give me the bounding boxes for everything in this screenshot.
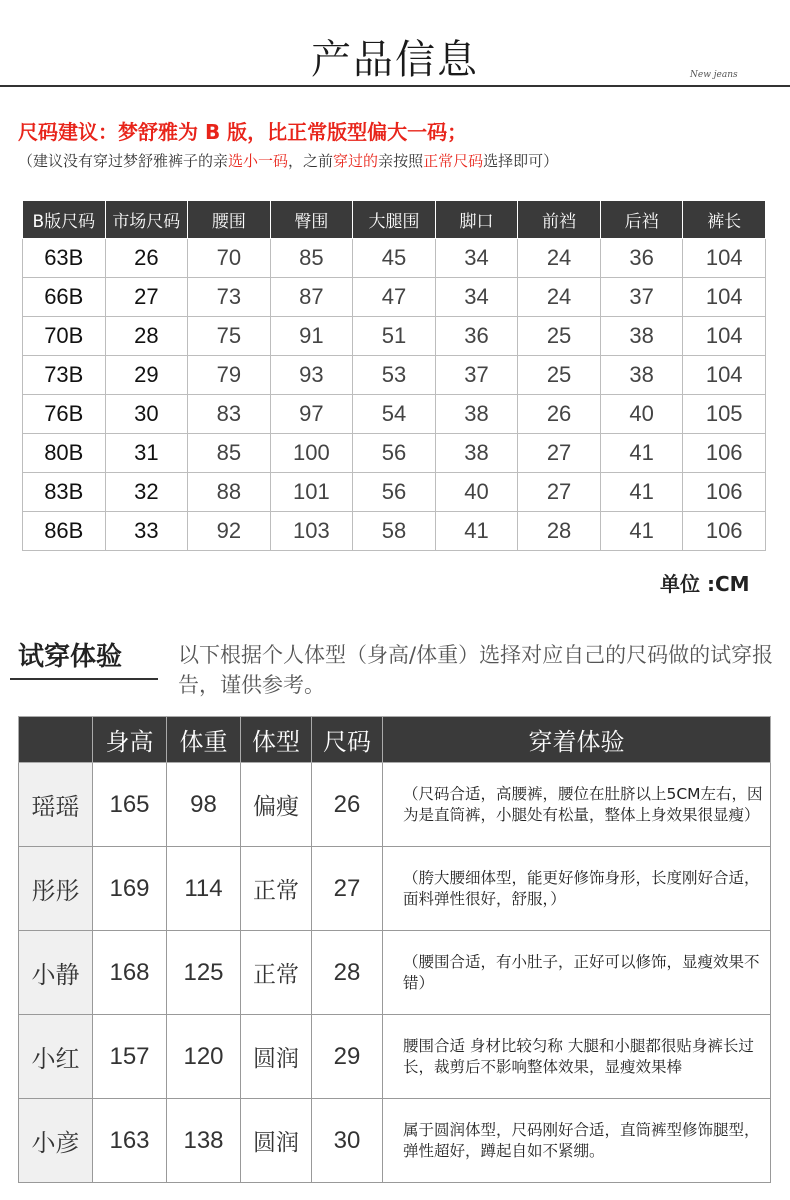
- size-cell: 34: [435, 278, 518, 317]
- trial-header-cell: 穿着体验: [383, 717, 771, 763]
- size-cell: 33: [105, 512, 188, 551]
- size-cell: 28: [105, 317, 188, 356]
- size-row: [23, 317, 766, 356]
- size-advice-note: [18, 150, 558, 171]
- trial-row: [19, 763, 771, 847]
- trial-cell-name: 小彦: [19, 1099, 93, 1183]
- size-cell: 38: [600, 317, 683, 356]
- size-cell: 32: [105, 473, 188, 512]
- size-row: [23, 395, 766, 434]
- size-cell: 24: [518, 278, 601, 317]
- size-cell: 40: [435, 473, 518, 512]
- size-header-cell: 腰围: [188, 201, 271, 239]
- trial-cell-body: 偏瘦: [241, 763, 312, 847]
- size-cell: 28: [518, 512, 601, 551]
- size-cell: 26: [105, 239, 188, 278]
- size-row: [23, 434, 766, 473]
- trial-cell-name: 小红: [19, 1015, 93, 1099]
- size-cell: 53: [353, 356, 436, 395]
- note-segment: 穿过的: [333, 152, 379, 170]
- trial-header-cell: 体型: [241, 717, 312, 763]
- header-divider: [0, 85, 790, 87]
- trial-header-cell: 尺码: [312, 717, 383, 763]
- trial-cell-size: 29: [312, 1015, 383, 1099]
- size-cell: 41: [600, 512, 683, 551]
- trial-description: 以下根据个人体型（身高/体重）选择对应自己的尺码做的试穿报告，谨供参考。: [178, 643, 774, 697]
- size-cell: 25: [518, 317, 601, 356]
- trial-row: [19, 1015, 771, 1099]
- size-cell: 87: [270, 278, 353, 317]
- size-advice: 尺码建议：梦舒雅为 B 版，比正常版型偏大一码；: [18, 120, 468, 144]
- trial-row: [19, 847, 771, 931]
- size-cell: 93: [270, 356, 353, 395]
- size-cell: 76B: [23, 395, 106, 434]
- size-cell: 70B: [23, 317, 106, 356]
- size-cell: 104: [683, 239, 766, 278]
- trial-cell-height: 163: [93, 1099, 167, 1183]
- size-header-cell: B版尺码: [23, 201, 106, 239]
- size-cell: 27: [518, 473, 601, 512]
- trial-cell-body: 圆润: [241, 1015, 312, 1099]
- trial-cell-name: 小静: [19, 931, 93, 1015]
- size-cell: 45: [353, 239, 436, 278]
- size-cell: 85: [270, 239, 353, 278]
- trial-cell-experience: （胯大腰细体型，能更好修饰身形，长度刚好合适，面料弹性很好，舒服，）: [383, 847, 771, 931]
- trial-report-table: [18, 716, 771, 1183]
- size-cell: 106: [683, 473, 766, 512]
- size-row: [23, 512, 766, 551]
- size-cell: 106: [683, 434, 766, 473]
- size-cell: 104: [683, 278, 766, 317]
- note-segment: 正常尺码: [423, 152, 484, 170]
- size-cell: 47: [353, 278, 436, 317]
- size-header-cell: 前裆: [518, 201, 601, 239]
- note-segment: 选小一码: [228, 152, 289, 170]
- trial-cell-weight: 125: [167, 931, 241, 1015]
- note-segment: 选择即可）: [483, 152, 559, 170]
- trial-cell-height: 169: [93, 847, 167, 931]
- size-cell: 104: [683, 356, 766, 395]
- trial-cell-experience: 腰围合适 身材比较匀称 大腿和小腿都很贴身裤长过长，裁剪后不影响整体效果，显瘦效果棒: [383, 1015, 771, 1099]
- size-cell: 24: [518, 239, 601, 278]
- size-cell: 80B: [23, 434, 106, 473]
- trial-header-cell: 体重: [167, 717, 241, 763]
- size-cell: 54: [353, 395, 436, 434]
- size-cell: 25: [518, 356, 601, 395]
- size-cell: 38: [435, 434, 518, 473]
- size-cell: 92: [188, 512, 271, 551]
- trial-cell-size: 28: [312, 931, 383, 1015]
- size-row: [23, 278, 766, 317]
- trial-cell-size: 26: [312, 763, 383, 847]
- page-header: [0, 0, 790, 90]
- size-cell: 70: [188, 239, 271, 278]
- size-cell: 29: [105, 356, 188, 395]
- trial-cell-name: 瑶瑶: [19, 763, 93, 847]
- size-cell: 41: [600, 434, 683, 473]
- trial-cell-experience: （腰围合适，有小肚子，正好可以修饰，显瘦效果不错）: [383, 931, 771, 1015]
- trial-section-title: 试穿体验: [18, 642, 123, 672]
- size-cell: 26: [518, 395, 601, 434]
- size-cell: 103: [270, 512, 353, 551]
- size-cell: 41: [435, 512, 518, 551]
- trial-table-header: [19, 717, 771, 763]
- size-cell: 31: [105, 434, 188, 473]
- size-cell: 91: [270, 317, 353, 356]
- trial-cell-size: 27: [312, 847, 383, 931]
- trial-cell-height: 157: [93, 1015, 167, 1099]
- size-cell: 40: [600, 395, 683, 434]
- size-cell: 27: [105, 278, 188, 317]
- size-cell: 101: [270, 473, 353, 512]
- unit-label: 单位 :CM: [660, 572, 750, 596]
- size-cell: 83B: [23, 473, 106, 512]
- size-row: [23, 356, 766, 395]
- size-cell: 73: [188, 278, 271, 317]
- trial-cell-name: 彤彤: [19, 847, 93, 931]
- note-segment: 亲按照: [378, 152, 424, 170]
- size-chart-table: [22, 200, 766, 551]
- size-cell: 79: [188, 356, 271, 395]
- size-cell: 75: [188, 317, 271, 356]
- size-header-cell: 脚口: [435, 201, 518, 239]
- size-cell: 56: [353, 434, 436, 473]
- size-header-cell: 臀围: [270, 201, 353, 239]
- size-cell: 105: [683, 395, 766, 434]
- size-cell: 51: [353, 317, 436, 356]
- trial-row: [19, 1099, 771, 1183]
- size-cell: 36: [600, 239, 683, 278]
- trial-cell-size: 30: [312, 1099, 383, 1183]
- trial-cell-body: 正常: [241, 847, 312, 931]
- trial-cell-weight: 114: [167, 847, 241, 931]
- size-cell: 88: [188, 473, 271, 512]
- size-header-cell: 大腿围: [353, 201, 436, 239]
- size-cell: 58: [353, 512, 436, 551]
- size-cell: 30: [105, 395, 188, 434]
- brand-watermark: New jeans: [690, 70, 738, 80]
- size-cell: 56: [353, 473, 436, 512]
- size-cell: 97: [270, 395, 353, 434]
- size-cell: 104: [683, 317, 766, 356]
- page-title: 产品信息: [311, 37, 479, 83]
- trial-cell-weight: 120: [167, 1015, 241, 1099]
- note-segment: （建议没有穿过梦舒雅裤子的亲: [18, 152, 229, 170]
- size-cell: 66B: [23, 278, 106, 317]
- size-cell: 63B: [23, 239, 106, 278]
- trial-header-cell: 身高: [93, 717, 167, 763]
- size-chart-header: [23, 201, 766, 239]
- size-row: [23, 239, 766, 278]
- trial-cell-height: 168: [93, 931, 167, 1015]
- size-cell: 36: [435, 317, 518, 356]
- size-cell: 37: [600, 278, 683, 317]
- trial-cell-experience: 属于圆润体型，尺码刚好合适，直筒裤型修饰腿型，弹性超好，蹲起自如不紧绷。: [383, 1099, 771, 1183]
- size-cell: 27: [518, 434, 601, 473]
- trial-cell-weight: 98: [167, 763, 241, 847]
- size-cell: 38: [435, 395, 518, 434]
- trial-row: [19, 931, 771, 1015]
- size-cell: 73B: [23, 356, 106, 395]
- size-cell: 106: [683, 512, 766, 551]
- trial-cell-weight: 138: [167, 1099, 241, 1183]
- size-cell: 100: [270, 434, 353, 473]
- size-cell: 85: [188, 434, 271, 473]
- size-cell: 38: [600, 356, 683, 395]
- trial-cell-experience: （尺码合适，高腰裤，腰位在肚脐以上5CM左右，因为是直筒裤，小腿处有松量，整体上身效果很显瘦）: [383, 763, 771, 847]
- trial-title-underline: [10, 678, 158, 680]
- size-cell: 34: [435, 239, 518, 278]
- size-header-cell: 市场尺码: [105, 201, 188, 239]
- size-cell: 83: [188, 395, 271, 434]
- size-cell: 37: [435, 356, 518, 395]
- size-cell: 41: [600, 473, 683, 512]
- size-row: [23, 473, 766, 512]
- size-header-cell: 裤长: [683, 201, 766, 239]
- trial-cell-height: 165: [93, 763, 167, 847]
- size-header-cell: 后裆: [600, 201, 683, 239]
- size-cell: 86B: [23, 512, 106, 551]
- note-segment: ，之前: [288, 152, 334, 170]
- trial-header-cell: [19, 717, 93, 763]
- trial-cell-body: 圆润: [241, 1099, 312, 1183]
- trial-cell-body: 正常: [241, 931, 312, 1015]
